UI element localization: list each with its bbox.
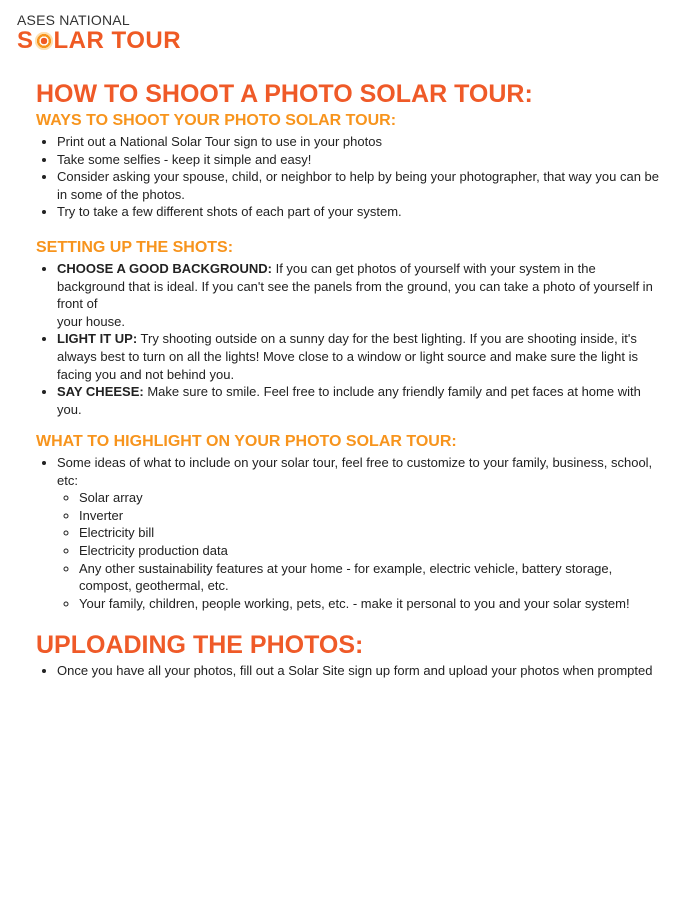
list-item — [57, 260, 662, 330]
list-item: • Print out a National Solar Tour sign to use in your photos — [57, 133, 662, 151]
setup-heading: SETTING UP THE SHOTS: — [36, 239, 234, 256]
upload-heading: UPLOADING THE PHOTOS: — [36, 631, 364, 659]
highlight-heading: WHAT TO HIGHLIGHT ON YOUR PHOTO SOLAR TOUR: — [36, 433, 457, 450]
item-text: Make sure to smile. Feel free to include any friendly family and pet faces at home with you. — [57, 384, 641, 417]
sub-list — [57, 489, 662, 612]
setup-list — [36, 260, 662, 418]
item-text: Try shooting outside on a sunny day for the best lighting. If you are shooting inside, it's always best to turn on all the lights! Move close to a window or light source and make sure the light is facing you and not behind you. — [57, 331, 638, 382]
sub-item: ◦ Inverter — [79, 507, 662, 525]
section-upload — [36, 630, 662, 680]
logo-rest: LAR TOUR — [53, 27, 182, 54]
sub-item: ◦ Solar array — [79, 489, 662, 507]
item-label: SAY CHEESE: — [57, 384, 144, 400]
section-highlight — [36, 432, 662, 612]
list-item — [57, 454, 662, 612]
logo-s: S — [17, 27, 34, 54]
sub-item: ◦ Electricity production data — [79, 542, 662, 560]
item-text: If you can get photos of yourself with your system in the background that is ideal. If you can't see the panels from the ground, you can take a photo of yourself in front of — [57, 261, 653, 312]
list-item — [57, 383, 662, 418]
sun-icon — [35, 32, 53, 50]
sub-item: ◦ Any other sustainability features at your home - for example, electric vehicle, battery storage, compost, geothermal, etc. — [79, 560, 662, 595]
item-text: Some ideas of what to include on your solar tour, feel free to customize to your family, business, school, etc: — [57, 455, 653, 488]
upload-list — [36, 662, 662, 680]
list-item: • Take some selfies - keep it simple and easy! — [57, 151, 662, 169]
list-item: • Try to take a few different shots of each part of your system. — [57, 203, 662, 221]
sub-item: ◦ Electricity bill — [79, 524, 662, 542]
ways-list — [36, 133, 662, 221]
section-setup — [36, 238, 662, 418]
page-title: HOW TO SHOOT A PHOTO SOLAR TOUR: — [36, 80, 533, 108]
logo-line1: ASES NATIONAL — [17, 12, 130, 28]
ways-heading: WAYS TO SHOOT YOUR PHOTO SOLAR TOUR: — [36, 112, 397, 129]
sub-item: ◦ Your family, children, people working, pets, etc. - make it personal to you and your solar system! — [79, 595, 662, 613]
item-label: CHOOSE A GOOD BACKGROUND: — [57, 261, 272, 276]
list-item: • Consider asking your spouse, child, or neighbor to help by being your photographer, that way you can be in some of the photos. — [57, 168, 662, 203]
section-ways — [36, 79, 662, 221]
list-item — [57, 330, 662, 383]
item-text: your house. — [57, 313, 125, 329]
item-label: LIGHT IT UP: — [57, 331, 138, 347]
highlight-list — [36, 454, 662, 612]
list-item: • Once you have all your photos, fill out a Solar Site sign up form and upload your photos when prompted — [57, 662, 662, 680]
logo-line2 — [17, 28, 181, 54]
ases-logo — [17, 12, 181, 54]
